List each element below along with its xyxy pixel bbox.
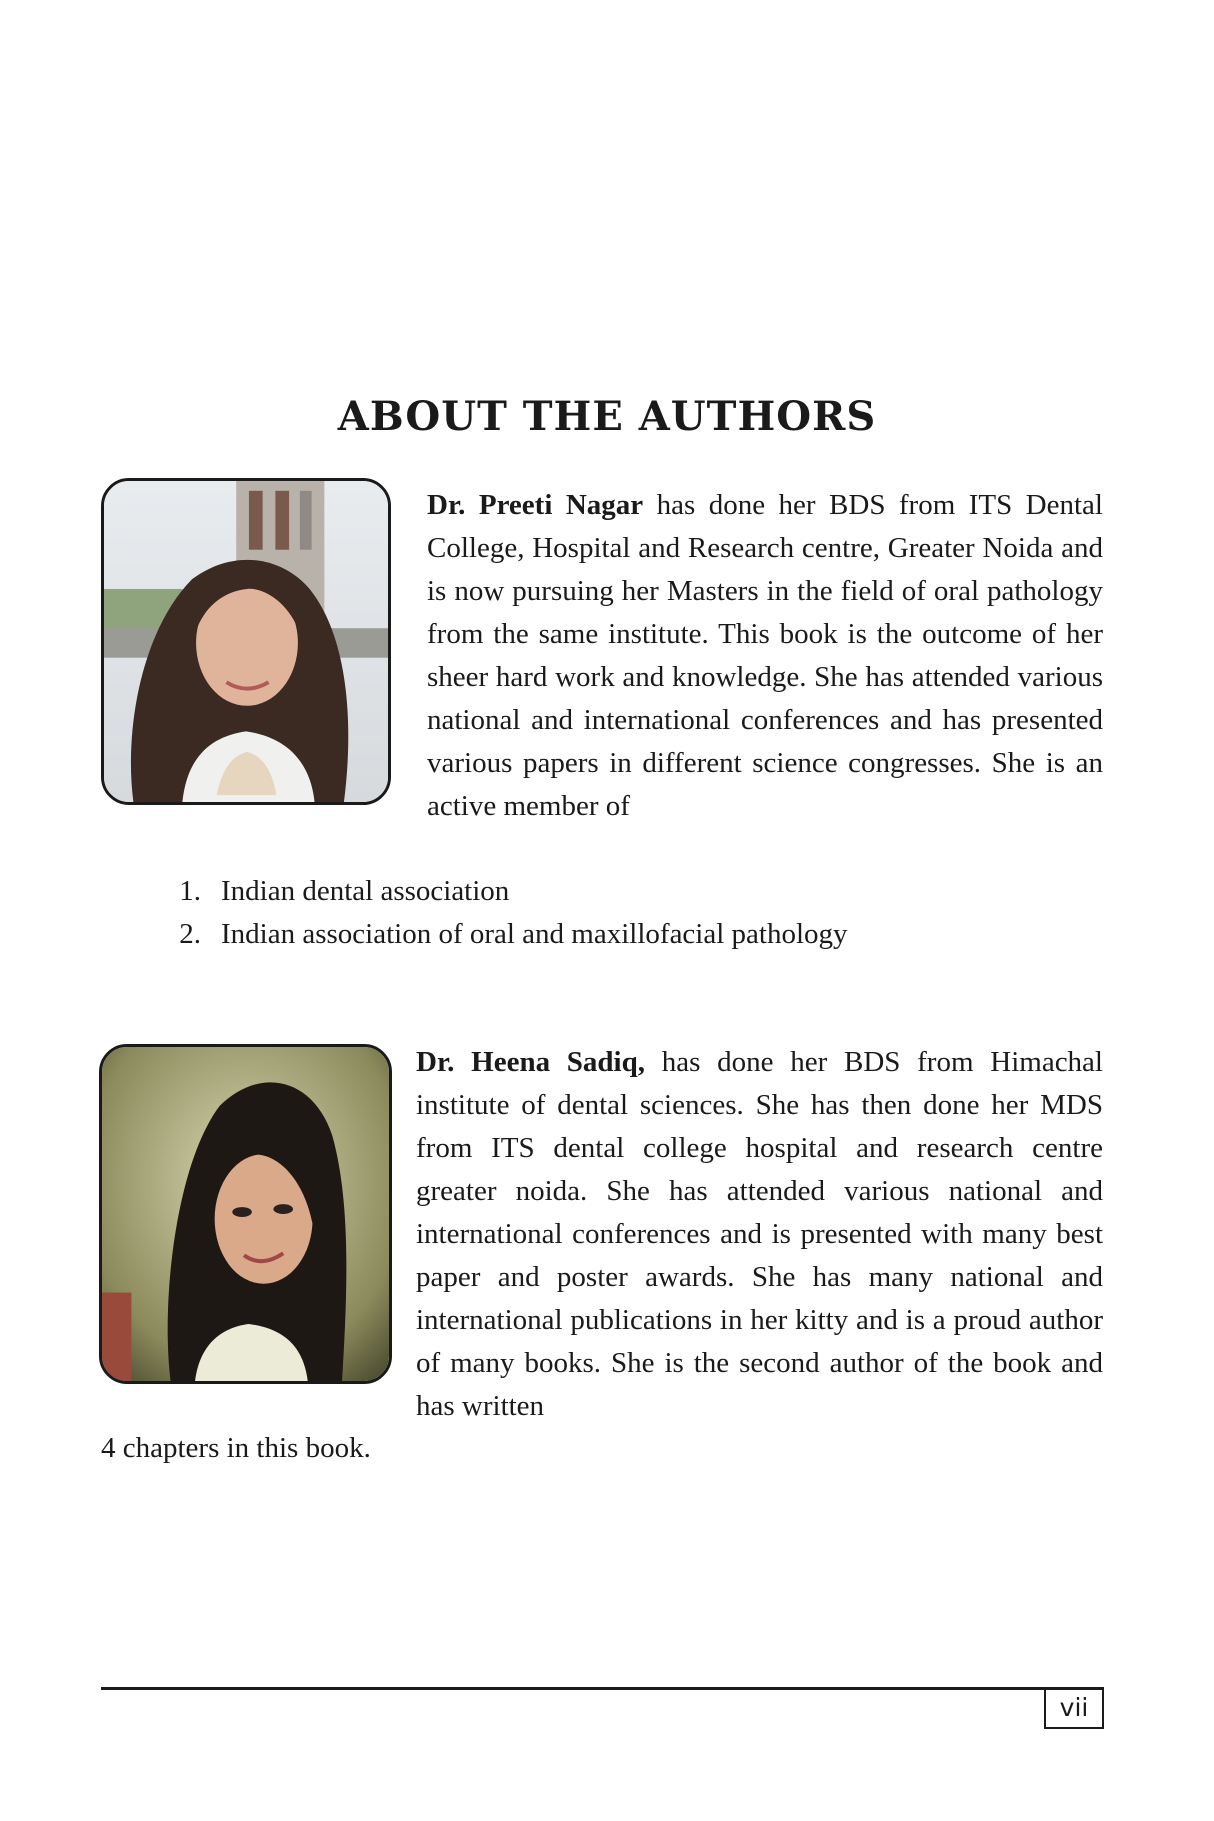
author-2-name: Dr. Heena Sadiq, — [416, 1046, 645, 1078]
author-2-bio-text: has done her BDS from Himachal institute of dental sciences. She has then done her MDS from ITS dental college hospital and research centre greater noida. She has attended various national and international conferences and is presented with many best paper and poster awards. She has many national and international publications in her kitty and is a proud author of many books. She is the second author of the book and has written — [416, 1046, 1103, 1422]
page-title: ABOUT THE AUTHORS — [337, 393, 877, 440]
author-1-portrait-image — [104, 481, 388, 802]
author-1-bio-text: has done her BDS from ITS Dental College, Hospital and Research centre, Greater Noida and is now pursuing her Masters in the field of oral pathology from the same institute. This book is the outcome of her sheer hard work and knowledge. She has attended various national and international conferences and has presented various papers in different science congresses. She is an active member of — [427, 489, 1103, 822]
footer-divider — [101, 1687, 1104, 1690]
author-2-bio — [416, 1041, 1103, 1428]
author-2-photo — [99, 1044, 392, 1384]
list-item-text: Indian association of oral and maxillofacial pathology — [221, 918, 848, 950]
author-1-name: Dr. Preeti Nagar — [427, 489, 644, 521]
author-2-portrait-image — [102, 1047, 389, 1381]
membership-list — [101, 870, 848, 956]
page-number: vii — [1044, 1689, 1104, 1729]
author-1-bio — [427, 484, 1103, 828]
list-item-number: 1. — [179, 875, 201, 907]
author-2-bio-tail: 4 chapters in this book. — [101, 1432, 371, 1464]
list-item-text: Indian dental association — [221, 875, 510, 907]
list-item — [101, 870, 848, 913]
list-item — [101, 913, 848, 956]
list-item-number: 2. — [179, 918, 201, 950]
author-1-photo — [101, 478, 391, 805]
